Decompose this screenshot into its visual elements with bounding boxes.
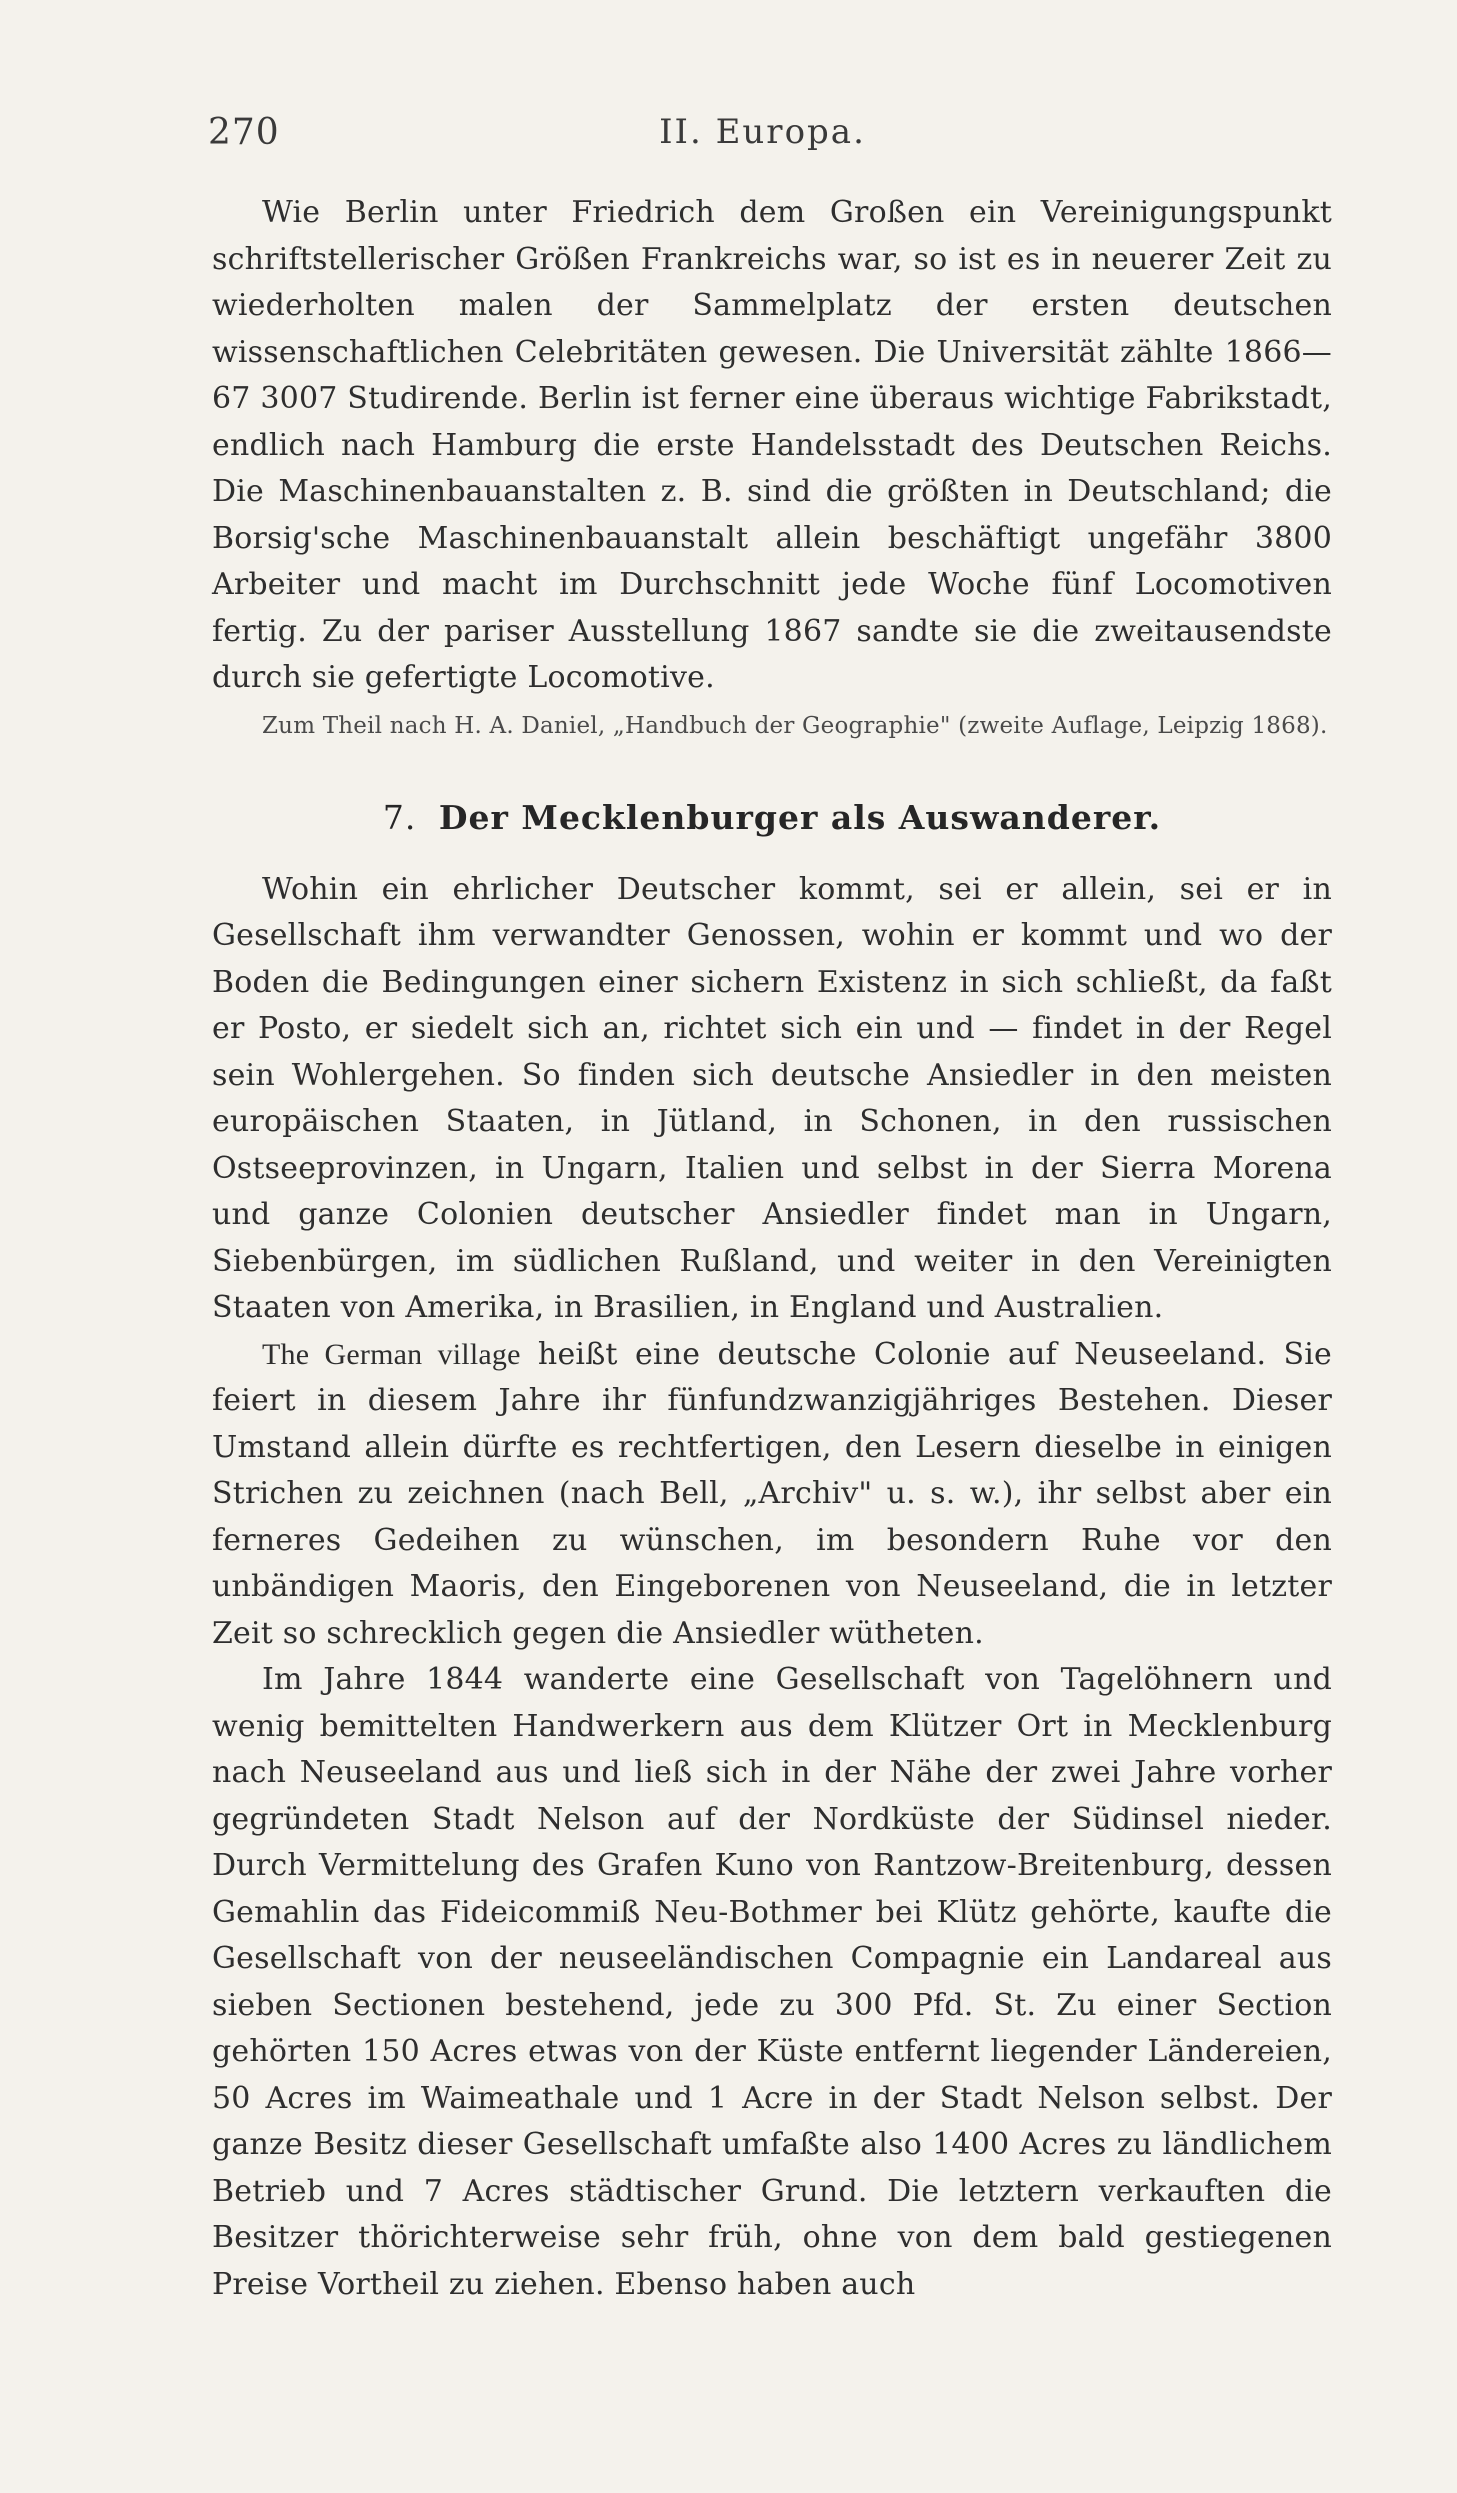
section-heading — [212, 798, 1332, 837]
paragraph-2 — [212, 1332, 1332, 1658]
paragraph-3: Im Jahre 1844 wanderte eine Gesellschaft von Tagelöhnern und wenig bemittelten Handwerkern aus dem Klützer Ort in Mecklenburg nach Neuseeland aus und ließ sich in der Nähe der zwei Jahre vorher gegründeten Stadt Nelson auf der Nordküste der Südinsel nieder. Durch Vermittelung des Grafen Kuno von Rantzow-Breitenburg, dessen Gemahlin das Fideicommiß Neu-Bothmer bei Klütz gehörte, kaufte die Gesellschaft von der neuseeländischen Compagnie ein Landareal aus sieben Sectionen bestehend, jede zu 300 Pfd. St. Zu einer Section gehörten 150 Acres etwas von der Küste entfernt liegender Ländereien, 50 Acres im Waimeathale und 1 Acre in der Stadt Nelson selbst. Der ganze Besitz dieser Gesellschaft umfaßte also 1400 Acres zu ländlichem Betrieb und 7 Acres städtischer Grund. Die letztern verkauften die Besitzer thörichterweise sehr früh, ohne von dem bald gestiegenen Preise Vortheil zu ziehen. Ebenso haben auch — [212, 1662, 1332, 2302]
paragraph-2-latin-term: The German village — [262, 1337, 521, 1371]
section-title: Der Mecklenburger als Auswanderer. — [438, 797, 1162, 837]
paragraph-2-text: heißt eine deutsche Colonie auf Neuseeland. Sie feiert in diesem Jahre ihr fünfundzwanzigjähriges Bestehen. Dieser Umstand allein dürfte es rechtfertigen, den Lesern dieselbe in einigen Strichen zu zeichnen (nach Bell, „Archiv" u. s. w.), ihr selbst aber ein ferneres Gedeihen zu wünschen, im besondern Ruhe vor den unbändigen Maoris, den Eingeborenen von Neuseeland, die in letzter Zeit so schrecklich gegen die Ansiedler wütheten. — [212, 1336, 1332, 1651]
running-title: II. Europa. — [659, 112, 866, 152]
source-note: Zum Theil nach H. A. Daniel, „Handbuch der Geographie" (zweite Auflage, Leipzig 1868). — [262, 712, 1328, 739]
page-body — [212, 190, 1332, 2308]
page-header — [208, 112, 1317, 162]
page-number: 270 — [208, 112, 280, 153]
paragraph-berlin: Wie Berlin unter Friedrich dem Großen ein Vereinigungspunkt schriftstellerischer Größen Frankreichs war, so ist es in neuerer Zeit zu wiederholten malen der Sammelplatz der ersten deutschen wissenschaftlichen Celebritäten gewesen. Die Universität zählte 1866—67 3007 Studirende. Berlin ist ferner eine überaus wichtige Fabrikstadt, endlich nach Hamburg die erste Handelsstadt des Deutschen Reichs. Die Maschinenbauanstalten z. B. sind die größten in Deutschland; die Borsig'sche Maschinenbauanstalt allein beschäftigt ungefähr 3800 Arbeiter und macht im Durchschnitt jede Woche fünf Locomotiven fertig. Zu der pariser Ausstellung 1867 sandte sie die zweitausendste durch sie gefertigte Locomotive. — [212, 195, 1332, 695]
paragraph-1: Wohin ein ehrlicher Deutscher kommt, sei er allein, sei er in Gesellschaft ihm verwandter Genossen, wohin er kommt und wo der Boden die Bedingungen einer sichern Existenz in sich schließt, da faßt er Posto, er siedelt sich an, richtet sich ein und — findet in der Regel sein Wohlergehen. So finden sich deutsche Ansiedler in den meisten europäischen Staaten, in Jütland, in Schonen, in den russischen Ostseeprovinzen, in Ungarn, Italien und selbst in der Sierra Morena und ganze Colonien deutscher Ansiedler findet man in Ungarn, Siebenbürgen, im südlichen Rußland, und weiter in den Vereinigten Staaten von Amerika, in Brasilien, in England und Australien. — [212, 871, 1332, 1325]
section-number: 7. — [382, 797, 417, 837]
